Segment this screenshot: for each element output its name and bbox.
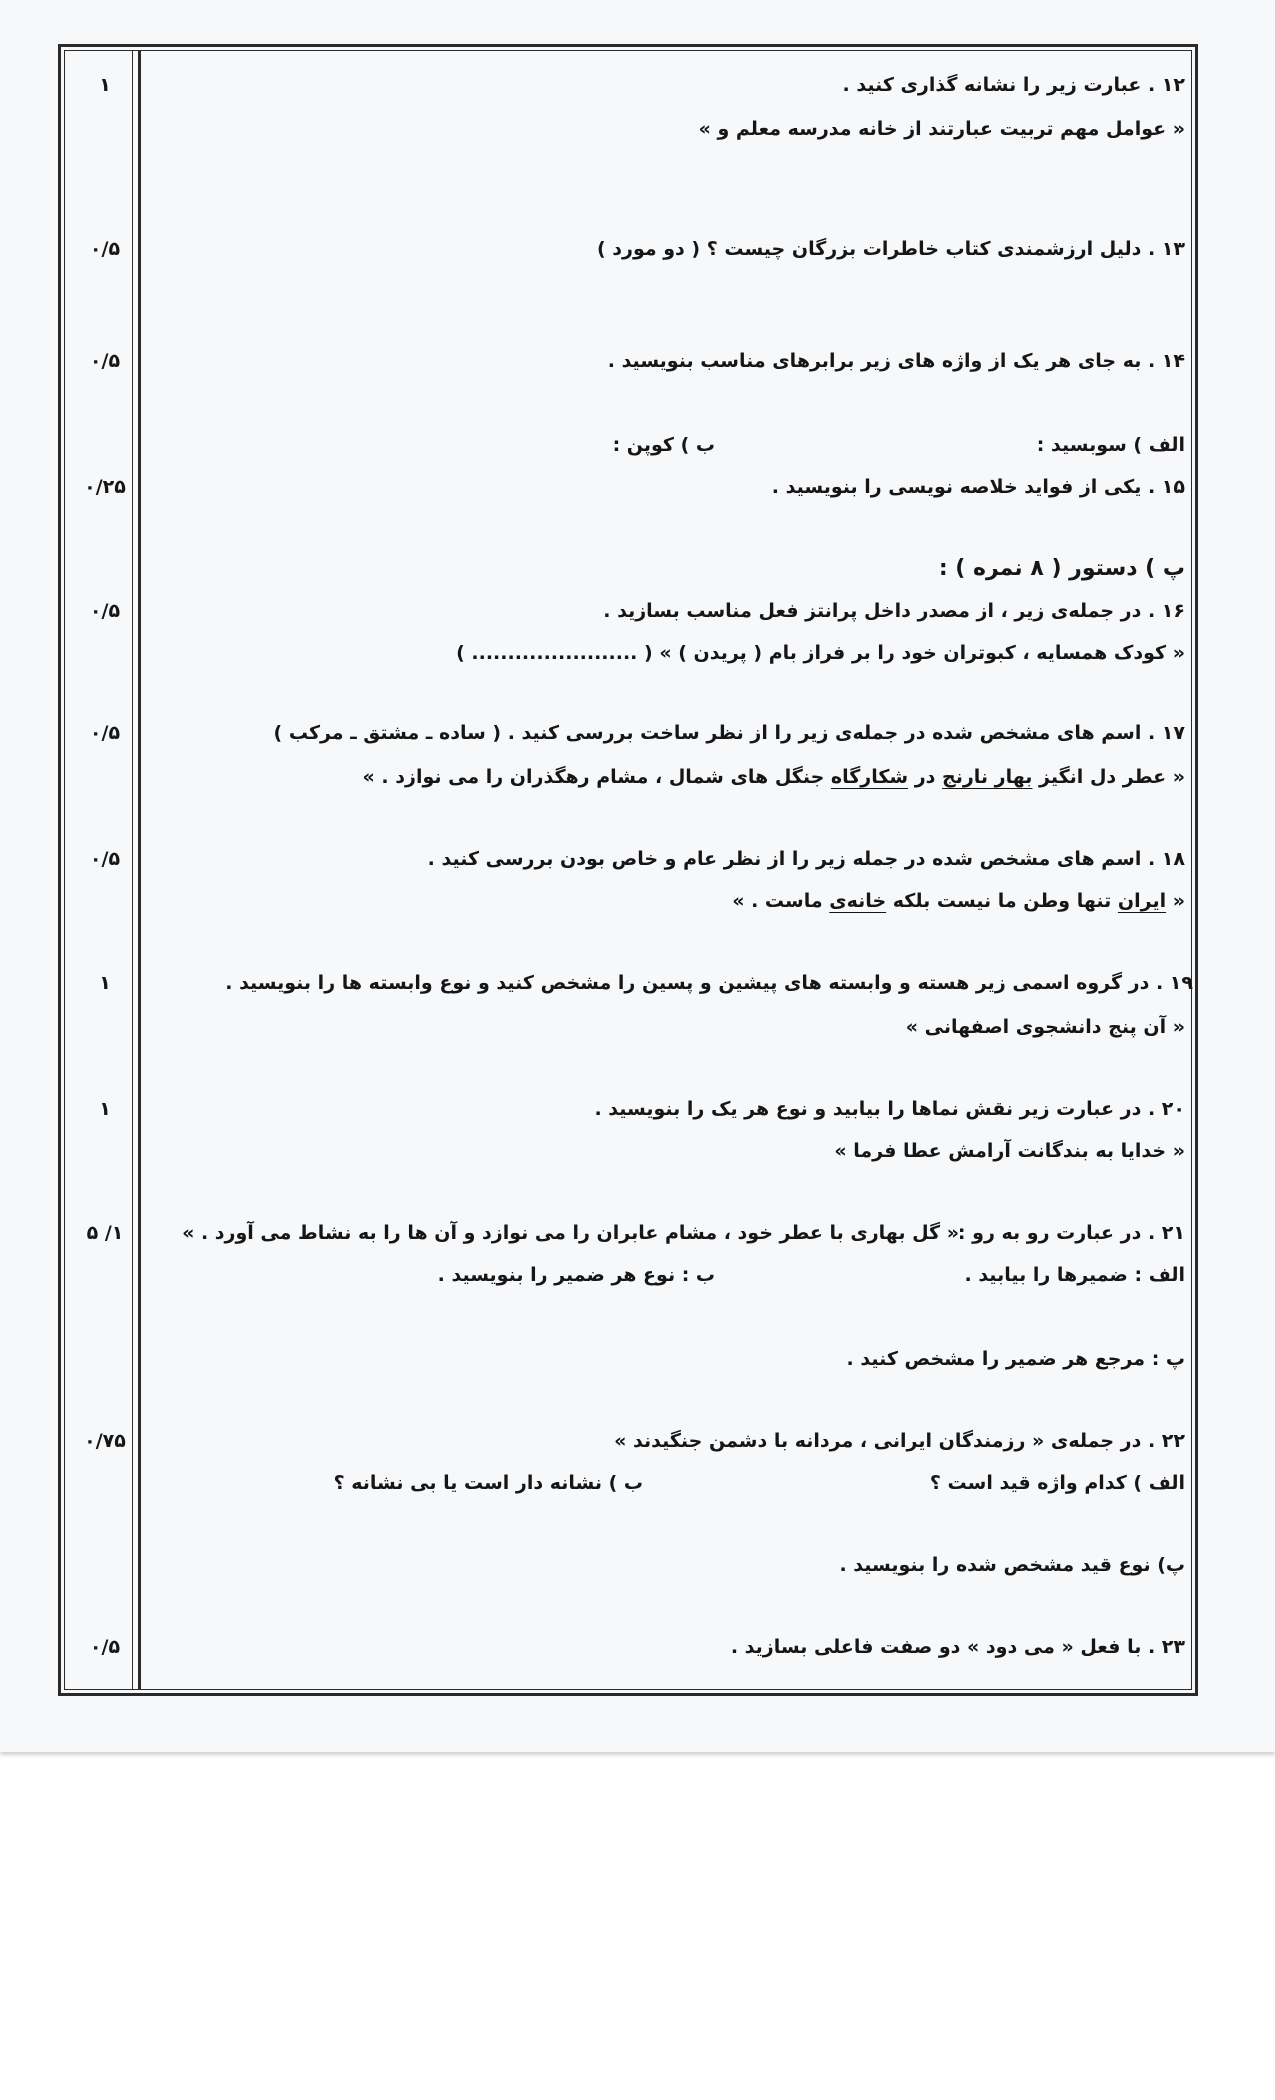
score-20: ۱ — [99, 1098, 111, 1120]
text-span: « عطر دل انگیز — [1032, 766, 1185, 788]
score-13: ۰/۵ — [89, 238, 121, 260]
question-12: ۱۲ . عبارت زیر را نشانه گذاری کنید . — [842, 74, 1185, 96]
question-19: ۱۹ . در گروه اسمی زیر هسته و وابسته های پیشین و پسین را مشخص کنید و نوع وابسته ها را بنویسید . — [225, 972, 1193, 994]
text-span: « — [1166, 890, 1185, 912]
question-22-part-b: ب ) نشانه دار است یا بی نشانه ؟ — [333, 1472, 643, 1494]
score-18: ۰/۵ — [89, 848, 121, 870]
question-21-part-b: ب : نوع هر ضمیر را بنویسید . — [437, 1264, 715, 1286]
question-22-part-p: پ) نوع قید مشخص شده را بنویسید . — [839, 1554, 1185, 1576]
score-21: ۱/ ۵ — [86, 1222, 124, 1244]
text-span: تنها وطن ما نیست بلکه — [886, 890, 1118, 912]
question-20-sentence: « خدایا به بندگانت آرامش عطا فرما » — [834, 1140, 1185, 1162]
score-15: ۰/۲۵ — [84, 476, 126, 498]
text-span: در — [908, 766, 943, 788]
text-span: جنگل های شمال ، مشام رهگذران را می نوازد . » — [362, 766, 831, 788]
underlined-word: شکارگاه — [830, 766, 909, 788]
question-16: ۱۶ . در جمله‌ی زیر ، از مصدر داخل پرانتز فعل مناسب بسازید . — [603, 600, 1185, 622]
question-22: ۲۲ . در جمله‌ی « رزمندگان ایرانی ، مردانه با دشمن جنگیدند » — [614, 1430, 1185, 1452]
question-22-part-a: الف ) کدام واژه قید است ؟ — [929, 1472, 1185, 1494]
score-16: ۰/۵ — [89, 600, 121, 622]
question-21-quote: « گل بهاری با عطر خود ، مشام عابران را می نوازد و آن ها را به نشاط می آورد . » — [182, 1222, 959, 1244]
question-18-sentence — [732, 888, 1185, 914]
section-grammar-heading: پ ) دستور ( ۸ نمره ) : — [938, 556, 1185, 581]
score-22: ۰/۷۵ — [84, 1430, 126, 1452]
question-14-part-a: الف ) سوبسید : — [1036, 434, 1185, 456]
question-14: ۱۴ . به جای هر یک از واژه های زیر برابرهای مناسب بنویسید . — [607, 350, 1185, 372]
question-13: ۱۳ . دلیل ارزشمندی کتاب خاطرات بزرگان چیست ؟ ( دو مورد ) — [596, 238, 1185, 260]
question-20: ۲۰ . در عبارت زیر نقش نماها را بیابید و نوع هر یک را بنویسید . — [594, 1098, 1185, 1120]
question-17: ۱۷ . اسم های مشخص شده در جمله‌ی زیر را از نظر ساخت بررسی کنید . ( ساده ـ مشتق ـ مرکب ) — [273, 722, 1185, 744]
score-14: ۰/۵ — [89, 350, 121, 372]
question-18: ۱۸ . اسم های مشخص شده در جمله زیر را از نظر عام و خاص بودن بررسی کنید . — [427, 848, 1185, 870]
score-17: ۰/۵ — [89, 722, 121, 744]
underlined-word: خانه‌ی — [829, 890, 887, 912]
score-23: ۰/۵ — [89, 1636, 121, 1658]
question-14-part-b: ب ) کوپن : — [612, 434, 715, 456]
question-15: ۱۵ . یکی از فواید خلاصه نویسی را بنویسید . — [771, 476, 1185, 498]
underlined-word: بهار نارنج — [942, 766, 1033, 788]
score-12: ۱ — [99, 74, 111, 96]
text-span: ماست . » — [732, 890, 830, 912]
question-12-sentence: « عوامل مهم تربیت عبارتند از خانه مدرسه معلم و » — [698, 118, 1185, 140]
score-19: ۱ — [99, 972, 111, 994]
question-19-phrase: « آن پنج دانشجوی اصفهانی » — [905, 1016, 1185, 1038]
question-23: ۲۳ . با فعل « می دود » دو صفت فاعلی بسازید . — [730, 1636, 1185, 1658]
question-16-sentence: « کودک همسایه ، کبوتران خود را بر فراز بام ( پریدن ) » ( ....................... ) — [456, 642, 1185, 664]
question-21-part-p: پ : مرجع هر ضمیر را مشخص کنید . — [846, 1348, 1185, 1370]
underlined-word: ایران — [1117, 890, 1167, 912]
question-21-part-a: الف : ضمیرها را بیابید . — [964, 1264, 1185, 1286]
question-17-sentence — [363, 764, 1185, 790]
question-21: ۲۱ . در عبارت رو به رو : — [957, 1222, 1185, 1244]
